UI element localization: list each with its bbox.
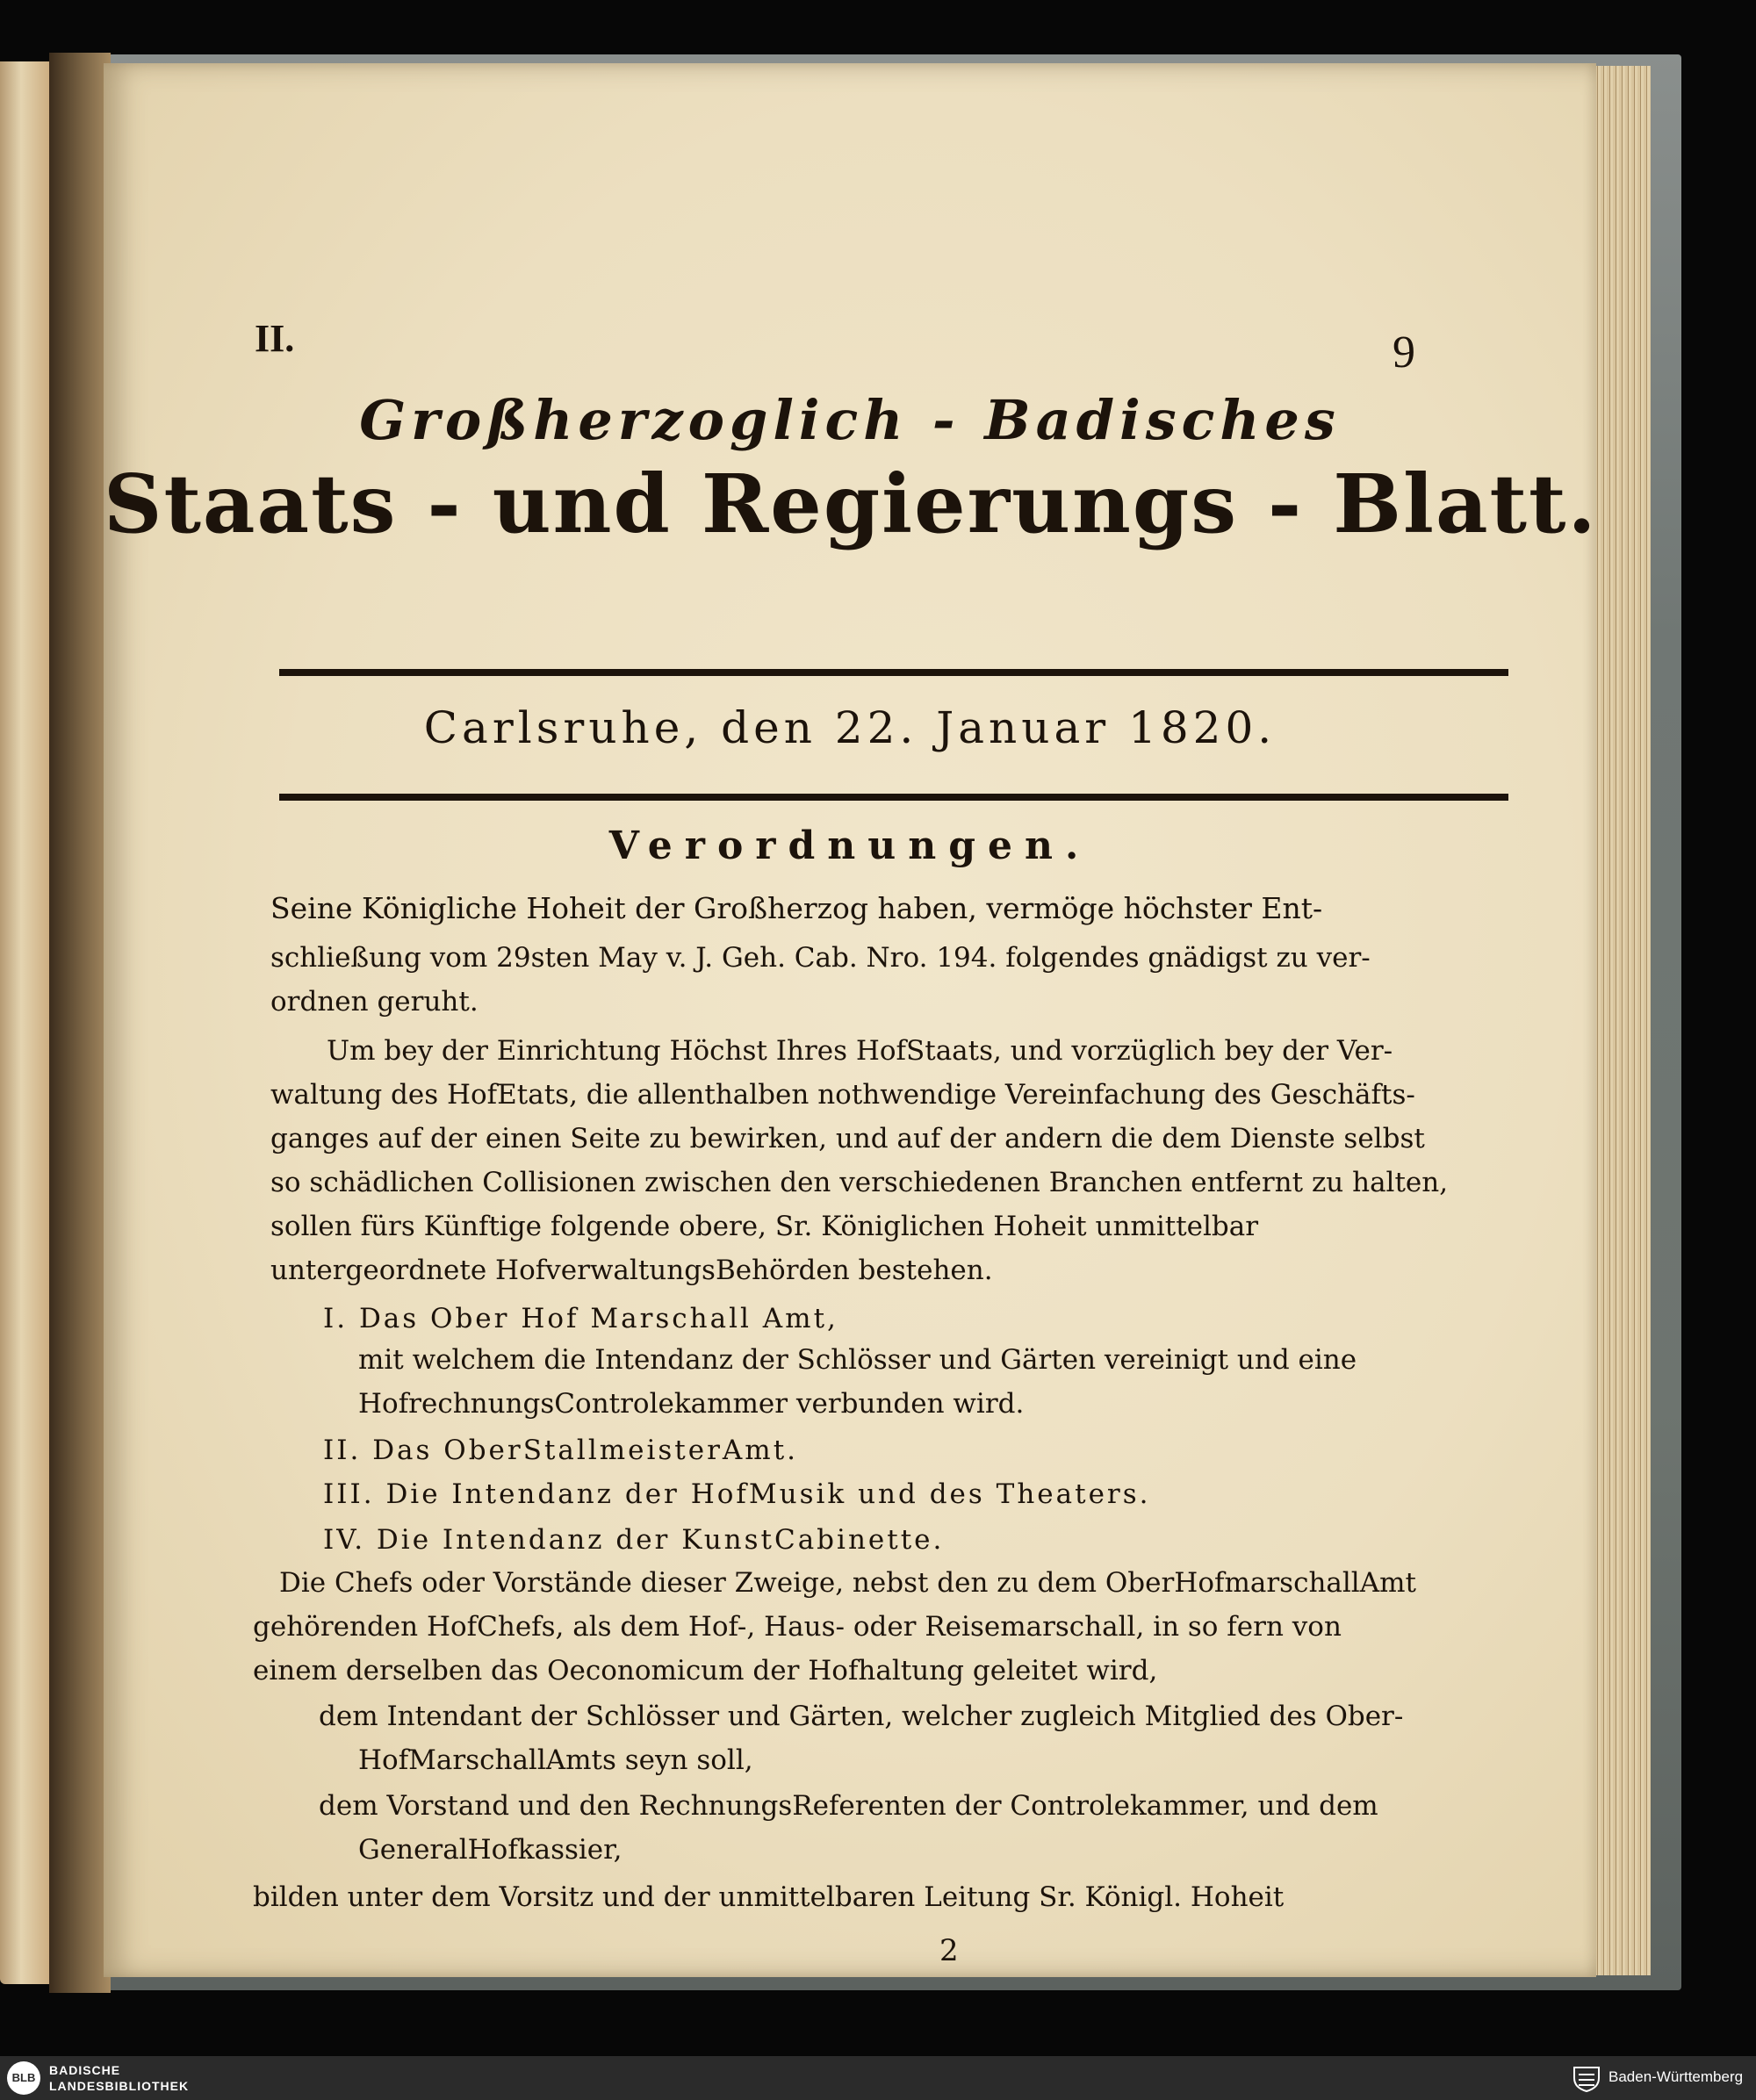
footer-bar [0, 2056, 1756, 2100]
section-heading: Verordnungen. [608, 823, 1091, 868]
page-content [104, 63, 1596, 1977]
text-line: schließung vom 29sten May v. J. Geh. Cab. Nro. 194. folgendes gnädigst zu ver- [270, 942, 1371, 974]
rule-bottom [279, 794, 1508, 801]
text-line: HofrechnungsControlekammer verbunden wird. [358, 1388, 1025, 1420]
dateline: Carlsruhe, den 22. Januar 1820. [423, 702, 1277, 753]
masthead-title: Staats - und Regierungs - Blatt. [104, 457, 1598, 551]
text-line: Um bey der Einrichtung Höchst Ihres HofStaats, und vorzüglich bey der Ver- [327, 1035, 1393, 1067]
state-coat-of-arms-icon [1572, 2064, 1601, 2092]
text-line: sollen fürs Künftige folgende obere, Sr. Königlichen Hoheit unmittelbar [270, 1211, 1259, 1242]
text-line: Seine Königliche Hoheit der Großherzog haben, vermöge höchster Ent- [270, 891, 1323, 925]
text-line: waltung des HofEtats, die allenthalben nothwendige Vereinfachung des Geschäfts- [270, 1079, 1415, 1111]
text-line: bilden unter dem Vorsitz und der unmittelbaren Leitung Sr. Königl. Hoheit [253, 1881, 1285, 1913]
text-line: dem Intendant der Schlösser und Gärten, welcher zugleich Mitglied des Ober- [319, 1701, 1404, 1732]
text-line: so schädlichen Collisionen zwischen den verschiedenen Branchen entfernt zu halten, [270, 1167, 1449, 1198]
blb-logo[interactable]: BLB [7, 2061, 40, 2095]
text-line: untergeordnete HofverwaltungsBehörden bestehen. [270, 1255, 993, 1286]
rule-top [279, 669, 1508, 676]
section-number: II. [255, 317, 295, 360]
text-line: dem Vorstand und den RechnungsReferenten der Controlekammer, und dem [319, 1790, 1378, 1822]
text-line: ganges auf der einen Seite zu bewirken, und auf der andern die dem Dienste selbst [270, 1123, 1425, 1154]
state-name[interactable]: Baden-Württemberg [1608, 2068, 1744, 2085]
library-name-line-1: BADISCHE [49, 2063, 121, 2077]
text-line: ordnen geruht. [270, 986, 479, 1018]
text-line: mit welchem die Intendanz der Schlösser und Gärten vereinigt und eine [358, 1344, 1357, 1376]
book-gutter [49, 53, 111, 1993]
list-item-1: I. Das Ober Hof Marschall Amt, [323, 1303, 838, 1334]
list-item-4: IV. Die Intendanz der KunstCabinette. [323, 1524, 945, 1556]
text-line: Die Chefs oder Vorstände dieser Zweige, nebst den zu dem OberHofmarschallAmt [279, 1567, 1416, 1599]
library-name-line-2: LANDESBIBLIOTHEK [49, 2079, 190, 2093]
signature-mark: 2 [939, 1933, 959, 1968]
masthead-line-1: Großherzoglich - Badisches [359, 388, 1341, 452]
facing-page-edge [0, 61, 53, 1984]
text-line: GeneralHofkassier, [358, 1834, 623, 1866]
document-page [104, 63, 1596, 1977]
text-line: gehörenden HofChefs, als dem Hof-, Haus- oder Reisemarschall, in so fern von [253, 1611, 1342, 1643]
text-line: einem derselben das Oeconomicum der Hofhaltung geleitet wird, [253, 1655, 1158, 1686]
list-item-3: III. Die Intendanz der HofMusik und des Theaters. [323, 1478, 1151, 1510]
text-line: HofMarschallAmts seyn soll, [358, 1744, 753, 1776]
page-number: 9 [1393, 327, 1415, 378]
list-item-2: II. Das OberStallmeisterAmt. [323, 1435, 799, 1466]
